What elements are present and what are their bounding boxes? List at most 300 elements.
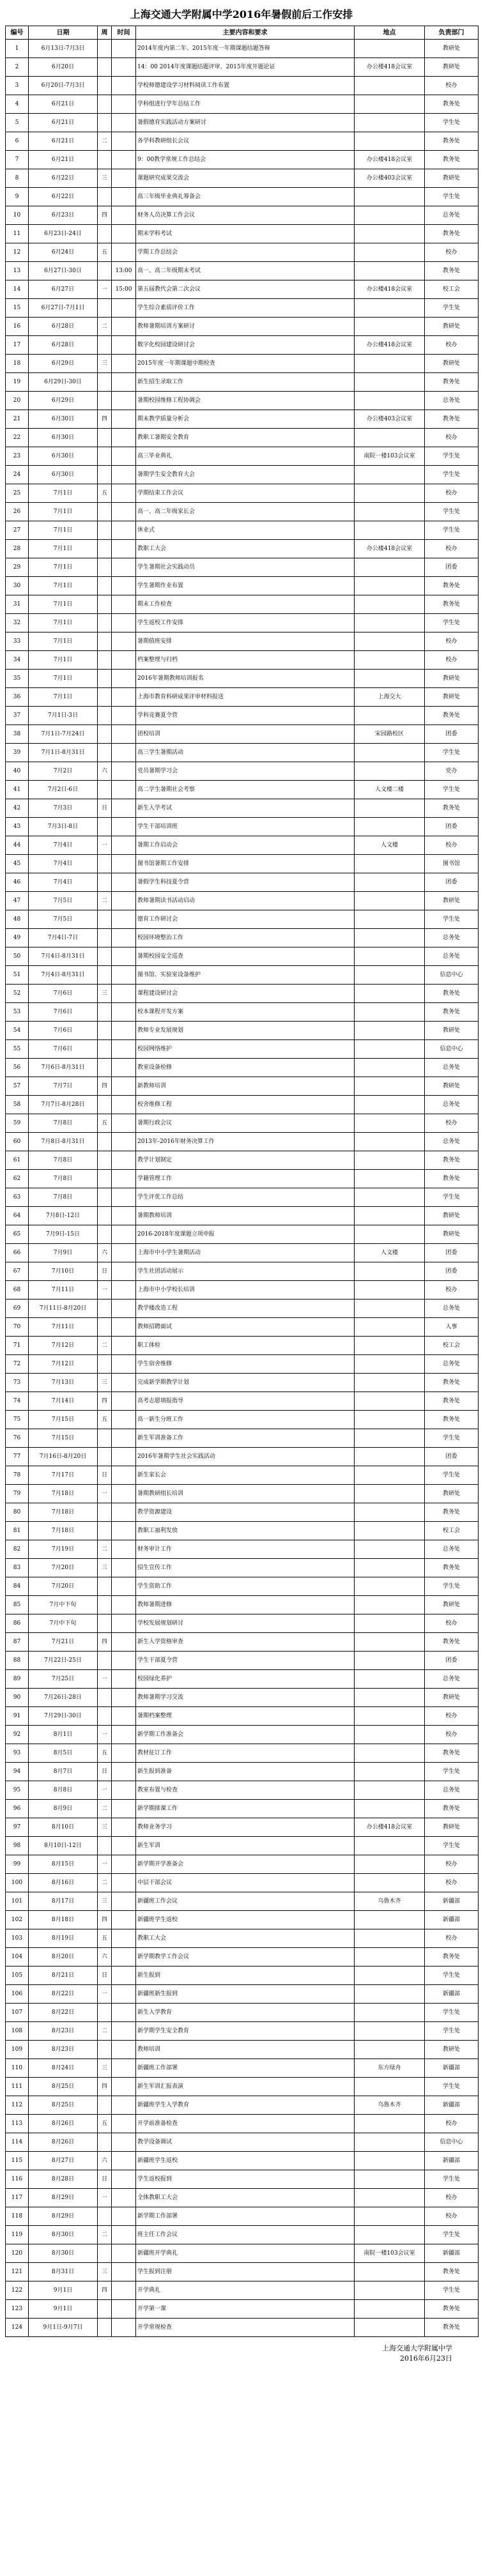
table-row	[6, 595, 479, 614]
cell-weekday	[98, 1151, 112, 1170]
cell-date: 8月26日	[29, 2133, 98, 2152]
cell-time	[112, 1466, 136, 1485]
cell-no: 85	[6, 1596, 29, 1614]
cell-dept: 团委	[425, 1244, 479, 1262]
cell-place	[355, 2226, 425, 2244]
cell-no: 68	[6, 1281, 29, 1300]
cell-date: 6月23日	[29, 206, 98, 225]
cell-dept: 团委	[425, 1448, 479, 1466]
cell-place	[355, 1911, 425, 1929]
cell-place	[355, 632, 425, 651]
cell-no: 50	[6, 947, 29, 966]
cell-time	[112, 1911, 136, 1929]
cell-weekday	[98, 910, 112, 929]
cell-weekday: 二	[98, 1800, 112, 1818]
header-no: 编号	[6, 26, 29, 40]
cell-no: 111	[6, 2078, 29, 2096]
cell-no: 118	[6, 2207, 29, 2226]
cell-time	[112, 40, 136, 58]
cell-weekday	[98, 540, 112, 558]
cell-weekday: 一	[98, 280, 112, 299]
cell-content: 新生报到	[136, 1966, 355, 1985]
cell-time	[112, 95, 136, 114]
cell-weekday: 日	[98, 799, 112, 818]
cell-weekday	[98, 392, 112, 410]
cell-date: 8月16日	[29, 1874, 98, 1892]
cell-weekday: 五	[98, 1114, 112, 1133]
cell-content: 教学资源建设	[136, 1503, 355, 1522]
cell-weekday: 四	[98, 1911, 112, 1929]
cell-date: 7月9日-15日	[29, 1225, 98, 1244]
cell-dept: 学生处	[425, 614, 479, 632]
cell-content: 暑假学生科技夏令营	[136, 873, 355, 892]
cell-date: 7月5日	[29, 910, 98, 929]
cell-no: 69	[6, 1300, 29, 1318]
cell-content: 教师暑期学习交流	[136, 1689, 355, 1707]
cell-dept: 学生处	[425, 2022, 479, 2041]
cell-date: 7月1日	[29, 577, 98, 595]
table-row	[6, 336, 479, 355]
cell-dept: 学生处	[425, 910, 479, 929]
cell-date: 7月1日	[29, 670, 98, 688]
table-row	[6, 2244, 479, 2263]
cell-place	[355, 77, 425, 95]
cell-place	[355, 947, 425, 966]
cell-content: 开学前准备检查	[136, 2115, 355, 2133]
cell-date: 7月4日-7日	[29, 929, 98, 947]
cell-content: 新学期工作部署	[136, 2207, 355, 2226]
cell-no: 18	[6, 355, 29, 373]
cell-time	[112, 503, 136, 521]
cell-weekday: 二	[98, 1540, 112, 1559]
cell-time	[112, 1355, 136, 1374]
cell-no: 88	[6, 1652, 29, 1670]
cell-dept: 教务处	[425, 1374, 479, 1392]
cell-dept: 学生处	[425, 1188, 479, 1207]
cell-date: 6月29日	[29, 392, 98, 410]
cell-no: 90	[6, 1689, 29, 1707]
cell-place	[355, 1225, 425, 1244]
cell-no: 116	[6, 2170, 29, 2189]
cell-dept: 教务处	[425, 595, 479, 614]
cell-place	[355, 1207, 425, 1225]
cell-dept: 总务处	[425, 1059, 479, 1077]
cell-content: 党员暑期学习会	[136, 762, 355, 781]
cell-date: 6月27日-30日	[29, 262, 98, 280]
cell-content: 教师业务学习	[136, 1818, 355, 1837]
cell-time	[112, 2226, 136, 2244]
cell-time	[112, 1670, 136, 1689]
cell-date: 7月6日	[29, 1022, 98, 1040]
cell-no: 107	[6, 2004, 29, 2022]
cell-time	[112, 1614, 136, 1633]
cell-no: 44	[6, 836, 29, 855]
cell-dept: 教研处	[425, 1077, 479, 1096]
table-row	[6, 1096, 479, 1114]
cell-content: 教学楼改造工程	[136, 1300, 355, 1318]
cell-time	[112, 1633, 136, 1652]
cell-place	[355, 1985, 425, 2004]
cell-content: 学生返校报到	[136, 2170, 355, 2189]
cell-weekday: 二	[98, 892, 112, 910]
cell-date: 7月17日	[29, 1466, 98, 1485]
table-row	[6, 114, 479, 132]
cell-dept: 总务处	[425, 929, 479, 947]
cell-content: 团校培训	[136, 725, 355, 744]
cell-time: 13:00	[112, 262, 136, 280]
cell-no: 17	[6, 336, 29, 355]
cell-time	[112, 1800, 136, 1818]
cell-no: 6	[6, 132, 29, 151]
cell-time	[112, 688, 136, 707]
cell-date: 7月18日	[29, 1522, 98, 1540]
cell-content: 档案整理与归档	[136, 651, 355, 670]
table-row	[6, 2152, 479, 2170]
cell-content: 期末学科考试	[136, 225, 355, 243]
cell-time	[112, 892, 136, 910]
cell-place	[355, 1040, 425, 1059]
cell-no: 54	[6, 1022, 29, 1040]
cell-date: 6月29日-30日	[29, 373, 98, 392]
cell-weekday	[98, 577, 112, 595]
cell-weekday	[98, 614, 112, 632]
cell-weekday: 一	[98, 1855, 112, 1874]
table-row	[6, 188, 479, 206]
cell-content: 中层干部会议	[136, 1874, 355, 1892]
cell-no: 92	[6, 1726, 29, 1744]
cell-place	[355, 651, 425, 670]
table-row	[6, 1966, 479, 1985]
header-time: 时间	[112, 26, 136, 40]
cell-place	[355, 1781, 425, 1800]
cell-no: 115	[6, 2152, 29, 2170]
cell-time	[112, 1892, 136, 1911]
cell-date: 6月23日-24日	[29, 225, 98, 243]
cell-no: 104	[6, 1948, 29, 1966]
table-row	[6, 299, 479, 318]
cell-date: 7月13日	[29, 1374, 98, 1392]
cell-dept: 校办	[425, 429, 479, 447]
cell-weekday	[98, 1318, 112, 1337]
table-row	[6, 1837, 479, 1855]
table-row	[6, 781, 479, 799]
cell-date: 6月21日	[29, 132, 98, 151]
cell-time	[112, 558, 136, 577]
cell-no: 81	[6, 1522, 29, 1540]
cell-weekday: 五	[98, 1411, 112, 1429]
cell-dept: 总务处	[425, 1133, 479, 1151]
cell-time	[112, 1225, 136, 1244]
cell-weekday	[98, 2004, 112, 2022]
cell-date: 7月26日-28日	[29, 1689, 98, 1707]
table-row	[6, 1577, 479, 1596]
cell-content: 开学常规检查	[136, 2319, 355, 2337]
cell-content: 学校师德建设学习材料阅读工作布置	[136, 77, 355, 95]
cell-place	[355, 1485, 425, 1503]
cell-time	[112, 632, 136, 651]
cell-no: 51	[6, 966, 29, 985]
cell-dept: 团委	[425, 1652, 479, 1670]
cell-date: 7月20日	[29, 1577, 98, 1596]
cell-time	[112, 1077, 136, 1096]
cell-time	[112, 1781, 136, 1800]
cell-no: 34	[6, 651, 29, 670]
table-row	[6, 966, 479, 985]
table-row	[6, 1596, 479, 1614]
cell-time	[112, 466, 136, 484]
cell-content: 图书馆、实验室设备维护	[136, 966, 355, 985]
cell-time	[112, 1763, 136, 1781]
cell-content: 学生返校工作安排	[136, 614, 355, 632]
table-row	[6, 77, 479, 95]
table-row	[6, 1466, 479, 1485]
cell-place: 乌鲁木齐	[355, 2096, 425, 2115]
cell-time	[112, 1207, 136, 1225]
cell-place	[355, 373, 425, 392]
cell-place	[355, 1744, 425, 1763]
cell-dept: 学生处	[425, 447, 479, 466]
cell-dept: 教务处	[425, 1003, 479, 1022]
cell-content: 学籍管理工作	[136, 1170, 355, 1188]
cell-date: 6月20日	[29, 58, 98, 77]
cell-time	[112, 58, 136, 77]
cell-dept: 教研处	[425, 1596, 479, 1614]
cell-time	[112, 1300, 136, 1318]
cell-content: 教职工福利发放	[136, 1522, 355, 1540]
cell-weekday	[98, 1596, 112, 1614]
cell-time	[112, 2078, 136, 2096]
table-row	[6, 892, 479, 910]
cell-date: 8月15日	[29, 1855, 98, 1874]
cell-time	[112, 836, 136, 855]
table-row	[6, 2207, 479, 2226]
table-row	[6, 410, 479, 429]
cell-date: 7月2日	[29, 762, 98, 781]
cell-place: 办公楼403会议室	[355, 169, 425, 188]
cell-content: 新学期开学准备会	[136, 1855, 355, 1874]
cell-date: 7月6日	[29, 985, 98, 1003]
cell-dept: 信息中心	[425, 966, 479, 985]
cell-content: 学期结束工作会议	[136, 484, 355, 503]
cell-no: 19	[6, 373, 29, 392]
table-row	[6, 151, 479, 169]
cell-dept: 教务处	[425, 1633, 479, 1652]
cell-no: 10	[6, 206, 29, 225]
cell-dept: 团委	[425, 558, 479, 577]
cell-weekday	[98, 558, 112, 577]
cell-content: 财务人员决算工作会议	[136, 206, 355, 225]
cell-dept: 校工会	[425, 1337, 479, 1355]
cell-content: 班主任工作会议	[136, 2226, 355, 2244]
cell-weekday	[98, 1300, 112, 1318]
cell-weekday: 一	[98, 1726, 112, 1744]
cell-time	[112, 521, 136, 540]
cell-date: 7月6日	[29, 1040, 98, 1059]
cell-content: 校园环境整治工作	[136, 929, 355, 947]
cell-place: 办公楼418会议室	[355, 336, 425, 355]
cell-content: 学校发展规划研讨	[136, 1614, 355, 1633]
cell-time	[112, 614, 136, 632]
table-row	[6, 1689, 479, 1707]
cell-no: 53	[6, 1003, 29, 1022]
cell-place	[355, 1392, 425, 1411]
cell-time	[112, 410, 136, 429]
table-row	[6, 1188, 479, 1207]
cell-content: 暑期值班安排	[136, 632, 355, 651]
cell-time	[112, 966, 136, 985]
cell-date: 6月21日	[29, 95, 98, 114]
cell-time	[112, 1522, 136, 1540]
cell-dept: 总务处	[425, 947, 479, 966]
cell-place	[355, 2189, 425, 2207]
table-row	[6, 818, 479, 836]
cell-time	[112, 873, 136, 892]
cell-dept: 教务处	[425, 1411, 479, 1429]
table-row	[6, 1726, 479, 1744]
cell-weekday	[98, 1577, 112, 1596]
cell-date: 6月27日-7月1日	[29, 299, 98, 318]
cell-weekday: 三	[98, 2059, 112, 2078]
cell-no: 24	[6, 466, 29, 484]
cell-content: 新疆班工作部署	[136, 2059, 355, 2078]
cell-place	[355, 762, 425, 781]
cell-weekday	[98, 966, 112, 985]
cell-time	[112, 2022, 136, 2041]
cell-date: 7月3日	[29, 799, 98, 818]
cell-place	[355, 614, 425, 632]
cell-weekday	[98, 1170, 112, 1188]
table-row	[6, 1670, 479, 1689]
cell-no: 9	[6, 188, 29, 206]
cell-no: 73	[6, 1374, 29, 1392]
cell-date: 7月1日-7月24日	[29, 725, 98, 744]
cell-dept: 教务处	[425, 410, 479, 429]
cell-dept: 教研处	[425, 1022, 479, 1040]
cell-date: 8月28日	[29, 2170, 98, 2189]
cell-time	[112, 114, 136, 132]
cell-weekday: 一	[98, 836, 112, 855]
table-row	[6, 947, 479, 966]
cell-date: 8月5日	[29, 1744, 98, 1763]
cell-no: 42	[6, 799, 29, 818]
cell-time	[112, 447, 136, 466]
cell-time	[112, 985, 136, 1003]
cell-time	[112, 1096, 136, 1114]
cell-date: 7月22日-25日	[29, 1652, 98, 1670]
cell-content: 新生报到准备	[136, 1763, 355, 1781]
cell-date: 7月18日	[29, 1485, 98, 1503]
cell-time	[112, 206, 136, 225]
cell-content: 学生暑期作业布置	[136, 577, 355, 595]
cell-time	[112, 151, 136, 169]
cell-no: 2	[6, 58, 29, 77]
cell-date: 7月1日-8月31日	[29, 744, 98, 762]
cell-content: 2016年暑期学生社会实践活动	[136, 1448, 355, 1466]
cell-dept: 教务处	[425, 95, 479, 114]
cell-content: 学期工作总结会	[136, 243, 355, 262]
cell-content: 新生入学教育	[136, 2004, 355, 2022]
table-row	[6, 1503, 479, 1522]
cell-dept: 教研处	[425, 892, 479, 910]
cell-place: 办公楼418会议室	[355, 540, 425, 558]
cell-weekday: 五	[98, 1744, 112, 1763]
cell-dept: 团委	[425, 873, 479, 892]
cell-content: 学生报到注册	[136, 2263, 355, 2281]
cell-weekday: 日	[98, 2170, 112, 2189]
cell-place	[355, 2004, 425, 2022]
cell-time	[112, 77, 136, 95]
cell-content: 校本课程开发方案	[136, 1003, 355, 1022]
cell-time	[112, 1726, 136, 1744]
cell-time	[112, 947, 136, 966]
cell-weekday: 一	[98, 1781, 112, 1800]
cell-dept: 校办	[425, 2115, 479, 2133]
cell-date: 7月5日	[29, 892, 98, 910]
cell-content: 新生入学考试	[136, 799, 355, 818]
cell-no: 65	[6, 1225, 29, 1244]
cell-content: 财务审计工作	[136, 1540, 355, 1559]
cell-dept: 教研处	[425, 1818, 479, 1837]
cell-weekday: 四	[98, 1077, 112, 1096]
cell-no: 39	[6, 744, 29, 762]
cell-no: 57	[6, 1077, 29, 1096]
cell-place	[355, 503, 425, 521]
cell-no: 40	[6, 762, 29, 781]
table-row	[6, 855, 479, 873]
table-row	[6, 1022, 479, 1040]
cell-date: 9月1日	[29, 2300, 98, 2319]
cell-no: 91	[6, 1707, 29, 1726]
document-title: 上海交通大学附属中学2016年暑假前后工作安排	[130, 8, 353, 20]
cell-weekday: 三	[98, 2263, 112, 2281]
cell-place	[355, 985, 425, 1003]
cell-time	[112, 2059, 136, 2078]
cell-time	[112, 595, 136, 614]
cell-no: 71	[6, 1337, 29, 1355]
cell-place	[355, 1262, 425, 1281]
cell-weekday	[98, 503, 112, 521]
cell-place: 办公楼418会议室	[355, 151, 425, 169]
cell-weekday: 日	[98, 1466, 112, 1485]
cell-weekday: 四	[98, 2078, 112, 2096]
cell-time	[112, 2263, 136, 2281]
cell-place	[355, 1577, 425, 1596]
table-row	[6, 2133, 479, 2152]
cell-date: 6月28日	[29, 336, 98, 355]
cell-no: 41	[6, 781, 29, 799]
cell-content: 高一、高二年级期末考试	[136, 262, 355, 280]
cell-content: 高一新生分班工作	[136, 1411, 355, 1429]
table-row	[6, 2189, 479, 2207]
cell-content: 教室设备检修	[136, 1059, 355, 1077]
cell-date: 7月4日-8月31日	[29, 966, 98, 985]
cell-dept: 新疆部	[425, 2059, 479, 2078]
cell-weekday	[98, 2133, 112, 2152]
cell-weekday	[98, 2300, 112, 2319]
cell-dept: 教务处	[425, 1800, 479, 1818]
cell-weekday: 六	[98, 762, 112, 781]
cell-content: 新疆班新生报到	[136, 1985, 355, 2004]
cell-weekday: 一	[98, 1485, 112, 1503]
cell-date: 7月7日	[29, 1077, 98, 1096]
cell-place	[355, 1429, 425, 1448]
cell-place: 办公楼418会议室	[355, 58, 425, 77]
table-row	[6, 1614, 479, 1633]
cell-no: 52	[6, 985, 29, 1003]
cell-time	[112, 2281, 136, 2300]
cell-dept: 校工会	[425, 1522, 479, 1540]
cell-no: 48	[6, 910, 29, 929]
